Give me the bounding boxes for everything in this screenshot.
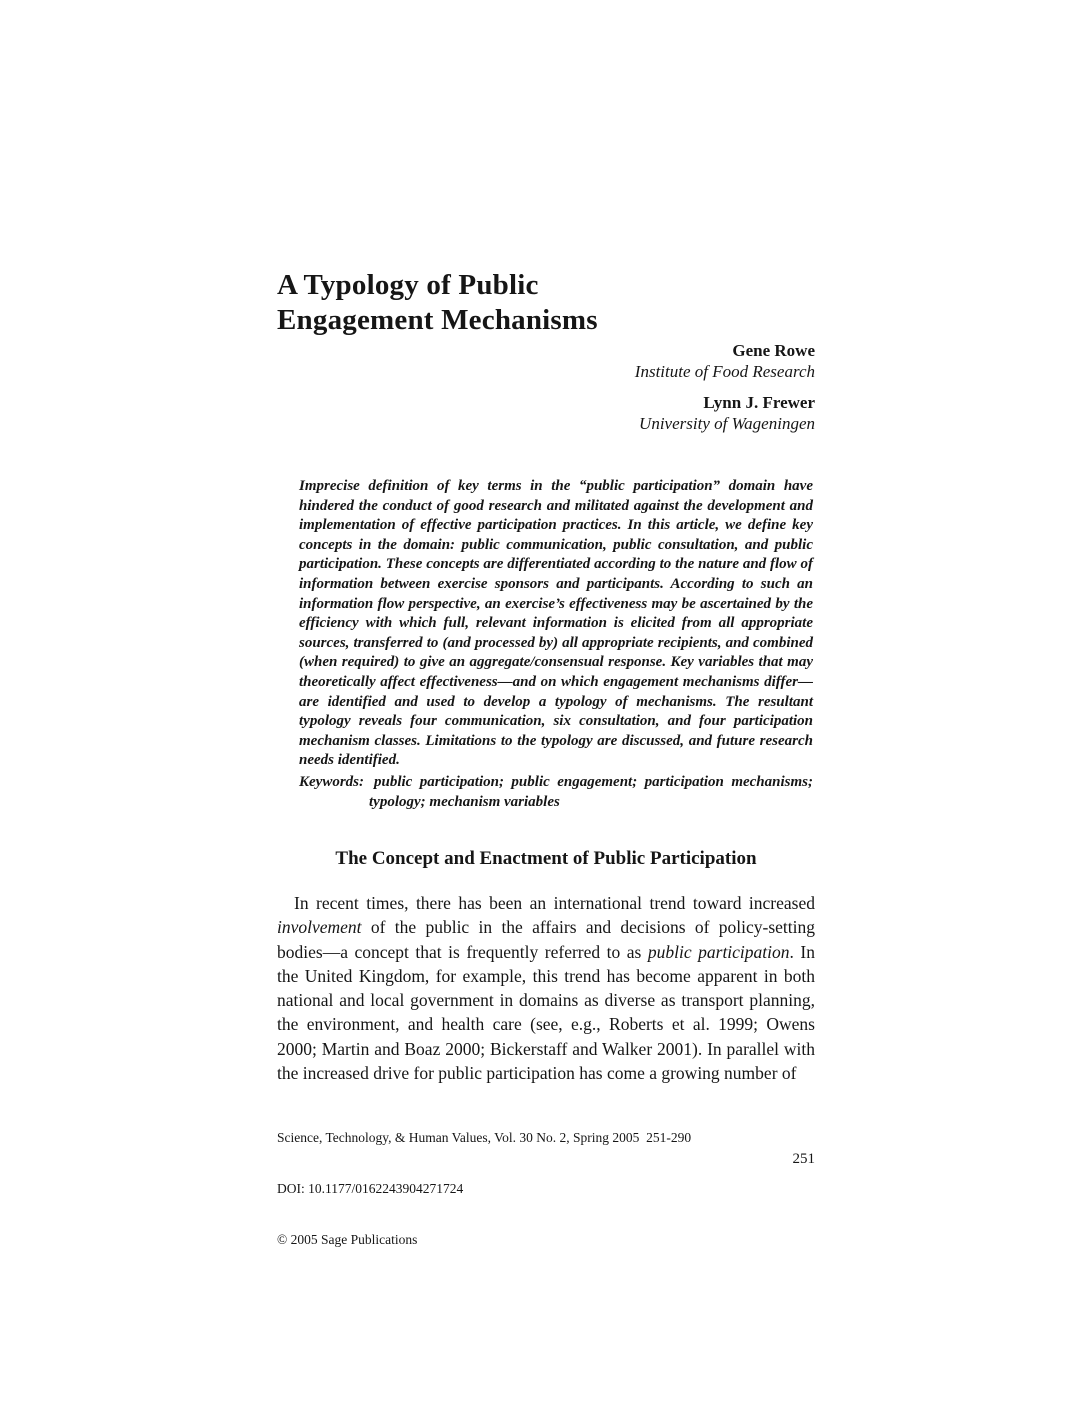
journal-copyright: © 2005 Sage Publications xyxy=(277,1232,418,1247)
abstract-text: Imprecise definition of key terms in the “public participation” domain have hindered the conduct of good research and militated against the development and implementation of effective participation practices. In this article, we define key concepts in the domain: public communication, public consultation, and public participation. These concepts are differentiated according to the nature and flow of information between exercise sponsors and participants. According to such an information flow perspective, an exercise’s effectiveness may be ascertained by the efficiency with which full, relevant information is elicited from all appropriate sources, transferred to (and processed by) all appropriate recipients, and combined (when required) to give an aggregate/consensual response. Key variables that may theoretically affect effectiveness—and on which engagement mechanisms differ—are identified and used to develop a typology of mechanisms. The resultant typology reveals four communication, six consultation, and four participation mechanism classes. Limitations to the typology are discussed, and future research needs identified. xyxy=(299,478,813,769)
article-title-line2: Engagement Mechanisms xyxy=(277,304,598,336)
author-affiliation: Institute of Food Research xyxy=(634,362,815,381)
body-paragraph: In recent times, there has been an international trend toward increased involvement of the public in the affairs and decisions of policy-setting bodies—a concept that is frequently referred to as public participation. In the United Kingdom, for example, this trend has become apparent in both national and local government in domains as diverse as transport planning, the environment, and health care (see, e.g., Roberts et al. 1999; Owens 2000; Martin and Boaz 2000; Bickerstaff and Walker 2001). In parallel with the increased drive for public participation has come a growing number of xyxy=(277,893,815,1084)
page-number: 251 xyxy=(792,1151,815,1167)
journal-footnote xyxy=(277,1095,815,1282)
author-entry xyxy=(277,392,815,434)
journal-doi: DOI: 10.1177/0162243904271724 xyxy=(277,1181,464,1196)
keywords-text: public participation; public engagement; participation mechanisms; typology; mechanism variables xyxy=(369,774,813,810)
article-title-line1: A Typology of Public xyxy=(277,269,539,301)
author-block xyxy=(277,340,815,444)
author-affiliation: University of Wageningen xyxy=(639,414,815,433)
author-name: Lynn J. Frewer xyxy=(703,393,815,412)
journal-citation: Science, Technology, & Human Values, Vol. 30 No. 2, Spring 2005 251-290 xyxy=(277,1130,692,1145)
article-title xyxy=(277,268,815,338)
author-entry xyxy=(277,340,815,382)
title-block xyxy=(277,268,815,338)
section-heading: The Concept and Enactment of Public Participation xyxy=(335,848,757,869)
keywords-label: Keywords: xyxy=(299,774,364,790)
keywords-block xyxy=(299,772,813,812)
author-name: Gene Rowe xyxy=(732,341,815,360)
